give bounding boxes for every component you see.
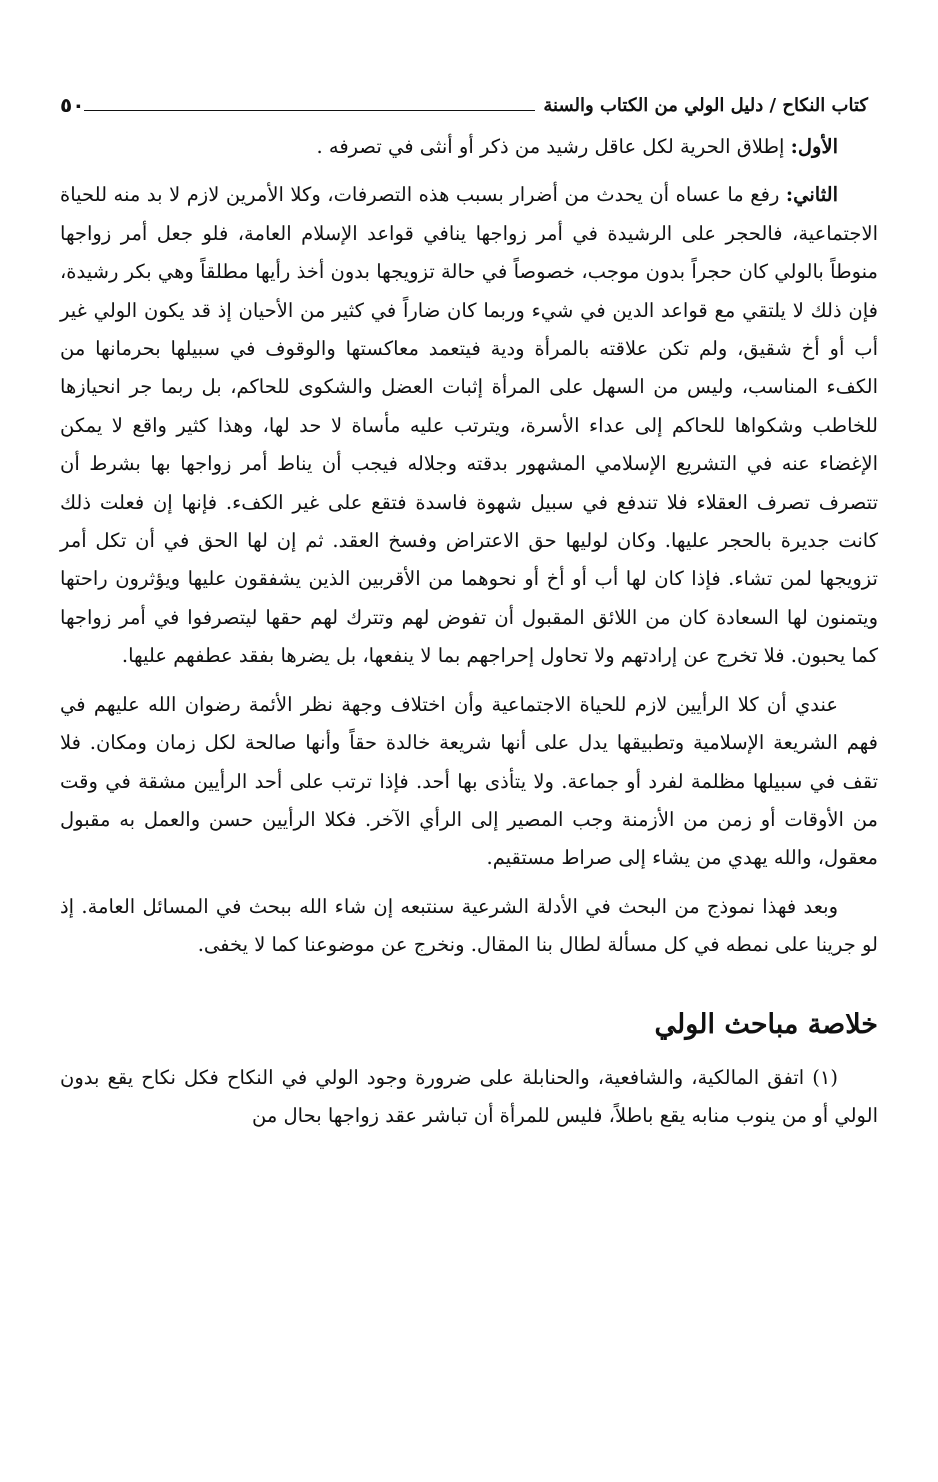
paragraph-text-second: رفع ما عساه أن يحدث من أضرار بسبب هذه التصرفات، وكلا الأمرين لازم لا بد منه للحياة الاجتماعية، فالحجر على الرشيدة في أمر زواجها ينافي قواعد الإسلام العامة، فلو جعل أمر زواجها منوطاً بالولي كان حجراً بدون موجب، خصوصاً في حالة تزويجها بدون أخذ رأيها مطلقاً وهي بكر رشيدة، فإن ذلك لا يلتقي مع قواعد الدين في شيء وربما كان ضاراً في كثير من الأحيان إذ قد يكون الولي غير أب أو أخ شقيق، ولم تكن علاقته بالمرأة ودية فيتعمد معاكستها والوقوف في سبيلها بحرمانها من الكفء المناسب، وليس من السهل على المرأة إثبات العضل والشكوى للحاكم، بل ربما جر انحيازها للخاطب وشكواها للحاكم إلى عداء الأسرة، ويترتب عليه مأساة لا حد لها، وهذا كثير واقع لا يمكن الإغضاء عنه في التشريع الإسلامي المشهور بدقته وجلاله فيجب أن يناط أمر زواجها بها بشرط أن تتصرف تصرف العقلاء فلا تندفع في سبيل شهوة فاسدة فتقع على غير الكفء. فإنها إن فعلت ذلك كانت جديرة بالحجر عليها. وكان لوليها حق الاعتراض وفسخ العقد. ثم إن لها الحق في أن تكل أمر تزويجها لمن تشاء. فإذا كان لها أب أو أخ أو نحوهما من الأقربين الذين يشفقون عليها ويؤثرون راحتها ويتمنون لها السعادة كان من اللائق المقبول أن تفوض لهم وتترك لهم حقها ليتصرفوا في أمر زواجها كما يحبون. فلا تخرج عن إرادتهم ولا تحاول إحراجهم بما لا ينفعها، بل يضرها بفقد عطفهم عليها. [60, 183, 879, 668]
book-page [60, 88, 878, 1388]
page-header [60, 88, 878, 122]
running-head-text: كتاب النكاح / دليل الولي من الكتاب والسنة [543, 94, 868, 116]
running-head [84, 95, 868, 116]
paragraph-second-opinion [60, 176, 878, 675]
section-heading: خلاصة مباحث الولي [654, 1008, 878, 1040]
paragraph-text-first: إطلاق الحرية لكل عاقل رشيد من ذكر أو أنثى في تصرفه . [316, 135, 791, 158]
paragraph-label-second: الثاني: [785, 183, 838, 207]
header-rule [84, 100, 535, 111]
paragraph-summary-item-1: (١) اتفق المالكية، والشافعية، والحنابلة على ضرورة وجود الولي في النكاح فكل نكاح يقع بدون الولي أو من ينوب منابه يقع باطلاً، فليس للمرأة أن تباشر عقد زواجها بحال من [60, 1065, 878, 1127]
page-content [60, 128, 878, 1135]
paragraph-author-view: عندي أن كلا الرأيين لازم للحياة الاجتماعية وأن اختلاف وجهة نظر الأئمة رضوان الله عليهم في فهم الشريعة الإسلامية وتطبيقها يدل على أنها شريعة خالدة حقاً وأنها صالحة لكل زمان ومكان. فلا تقف في سبيلها مظلمة لفرد أو جماعة. ولا يتأذى بها أحد. فإذا ترتب على أحد الرأيين مشقة في وقت من الأوقات أو زمن من الأزمنة وجب المصير إلى الرأي الآخر. فكلا الرأيين حسن والعمل به مقبول معقول، والله يهدي من يشاء إلى صراط مستقيم. [60, 692, 878, 870]
page-number: ٥٠ [60, 93, 85, 117]
paragraph-first-opinion [60, 128, 878, 166]
paragraph-conclusion: وبعد فهذا نموذج من البحث في الأدلة الشرعية سنتبعه إن شاء الله ببحث في المسائل العامة. إذ لو جرينا على نمطه في كل مسألة لطال بنا المقال. ونخرج عن موضوعنا كما لا يخفى. [60, 894, 878, 957]
paragraph-label-first: الأول: [790, 135, 838, 158]
